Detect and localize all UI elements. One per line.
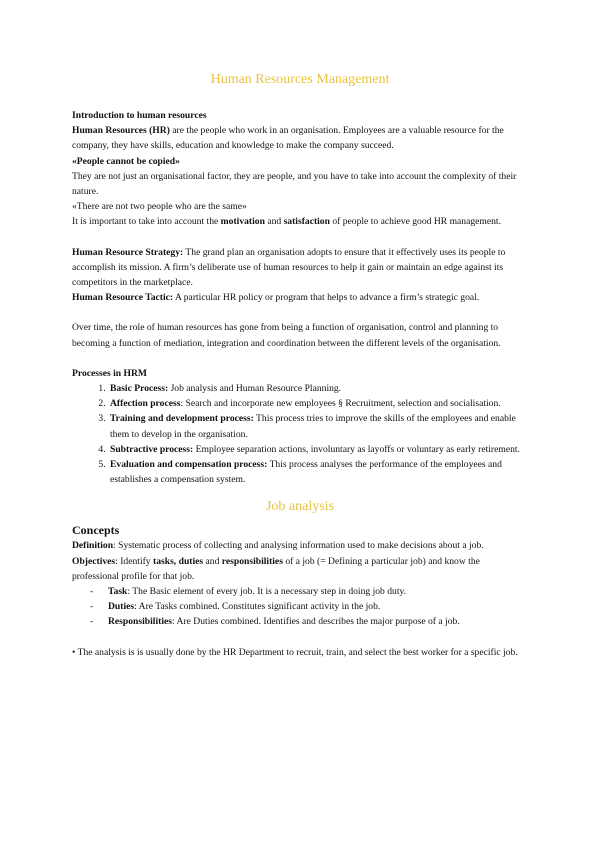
process-text: This process tries to improve the skills of the employees and enable them to develop in the organisation. bbox=[110, 413, 516, 440]
strategy-term: Human Resource Strategy: bbox=[72, 246, 184, 258]
spacer bbox=[72, 230, 528, 245]
para2-pre: It is important to take into account the bbox=[72, 216, 221, 228]
list-item bbox=[108, 381, 528, 396]
quote-people-cannot-be-copied bbox=[72, 154, 528, 169]
spacer bbox=[72, 630, 528, 645]
tasks-duties-term: tasks, duties bbox=[153, 555, 204, 567]
process-term: Basic Process: bbox=[110, 383, 169, 395]
processes-list bbox=[72, 381, 528, 487]
objectives-pre: : Identify bbox=[115, 555, 154, 567]
element-term: Task bbox=[108, 586, 128, 598]
job-analysis-note: • The analysis is is usually done by the HR Department to recruit, train, and select the best worker for a specific job. bbox=[72, 646, 518, 658]
list-item bbox=[108, 411, 528, 441]
strategy-section bbox=[72, 245, 528, 306]
process-text: : Search and incorporate new employees § Recruitment, selection and socialisation. bbox=[180, 398, 501, 410]
intro-paragraph-2 bbox=[72, 214, 528, 229]
element-text: : The Basic element of every job. It is a necessary step in doing job duty. bbox=[127, 586, 407, 598]
objectives-paragraph bbox=[72, 554, 528, 584]
definition-paragraph bbox=[72, 538, 528, 553]
strategy-paragraph bbox=[72, 245, 528, 291]
motivation-term: motivation bbox=[220, 216, 265, 228]
definition-term: Definition bbox=[72, 540, 114, 552]
list-item bbox=[108, 442, 528, 457]
processes-section bbox=[72, 366, 528, 488]
process-text: Employee separation actions, involuntary as layoffs or voluntary as early retirement. bbox=[193, 443, 520, 455]
intro-heading-text: Introduction to human resources bbox=[72, 110, 207, 121]
hr-definition bbox=[72, 123, 528, 153]
document-title bbox=[72, 70, 528, 90]
job-analysis-title bbox=[72, 497, 528, 517]
strategy-text: The grand plan an organisation adopts to ensure that it effectively uses its people to accomplish its mission. A firm’s deliberate use of human resources to help it gain or maintain an edge against its competitors in the marketplace. bbox=[72, 246, 506, 289]
concepts-heading: Concepts bbox=[72, 523, 120, 538]
job-elements-list bbox=[72, 584, 528, 630]
spacer bbox=[72, 351, 528, 366]
overtime-paragraph: Over time, the role of human resources has gone from being a function of organisation, control and planning to becoming a function of mediation, integration and coordination between the different levels of the organisation. bbox=[72, 322, 501, 349]
list-item bbox=[108, 599, 528, 614]
process-term: Training and development process: bbox=[110, 413, 254, 425]
process-term: Subtractive process: bbox=[110, 443, 194, 455]
hr-def-text: are the people who work in an organisation. Employees are a valuable resource for the company, they have skills, education and knowledge to make the company succeed. bbox=[72, 125, 504, 152]
job-analysis-section bbox=[72, 522, 528, 659]
definition-text: : Systematic process of collecting and analysing information used to make decisions about a job. bbox=[113, 540, 484, 552]
document-body bbox=[72, 70, 528, 660]
objectives-post: of a job (= Defining a particular job) and know the professional profile for that job. bbox=[72, 555, 480, 582]
process-text: This process analyses the performance of the employees and establishes a compensation system. bbox=[110, 459, 502, 486]
element-text: : Are Duties combined. Identifies and describes the major purpose of a job. bbox=[171, 616, 460, 628]
hr-term: Human Resources (HR) bbox=[72, 125, 170, 137]
objectives-and: and bbox=[203, 555, 222, 567]
tactic-term: Human Resource Tactic: bbox=[72, 292, 174, 304]
process-term: Affection process bbox=[110, 398, 181, 410]
process-term: Evaluation and compensation process: bbox=[110, 459, 268, 471]
processes-heading-text: Processes in HRM bbox=[72, 367, 147, 379]
para2-post: of people to achieve good HR management. bbox=[329, 216, 501, 228]
quote1-text: «People cannot be copied» bbox=[72, 155, 180, 167]
satisfaction-term: satisfaction bbox=[283, 216, 330, 228]
tactic-paragraph bbox=[72, 290, 528, 305]
job-analysis-title-text: Job analysis bbox=[265, 499, 335, 515]
list-item bbox=[108, 614, 528, 629]
tactic-text: A particular HR policy or program that helps to advance a firm’s strategic goal. bbox=[173, 292, 480, 304]
document-title-text: Human Resources Management bbox=[210, 72, 390, 87]
list-item bbox=[108, 457, 528, 487]
element-term: Responsibilities bbox=[108, 616, 172, 628]
intro-paragraph-1: They are not just an organisational factor, they are people, and you have to take into account the complexity of their nature. bbox=[72, 170, 517, 198]
responsibilities-term: responsibilities bbox=[221, 555, 283, 567]
list-item bbox=[108, 584, 528, 599]
process-text: Job analysis and Human Resource Planning. bbox=[168, 383, 342, 395]
quote-not-two-people: «There are not two people who are the same» bbox=[72, 201, 247, 213]
intro-section bbox=[72, 108, 528, 230]
para2-and: and bbox=[264, 216, 284, 228]
element-text: : Are Tasks combined. Constitutes significant activity in the job. bbox=[134, 601, 381, 613]
element-term: Duties bbox=[108, 601, 135, 613]
spacer bbox=[72, 305, 528, 320]
processes-heading bbox=[72, 366, 528, 381]
list-item bbox=[108, 396, 528, 411]
objectives-term: Objectives bbox=[72, 555, 116, 567]
intro-heading bbox=[72, 108, 528, 123]
